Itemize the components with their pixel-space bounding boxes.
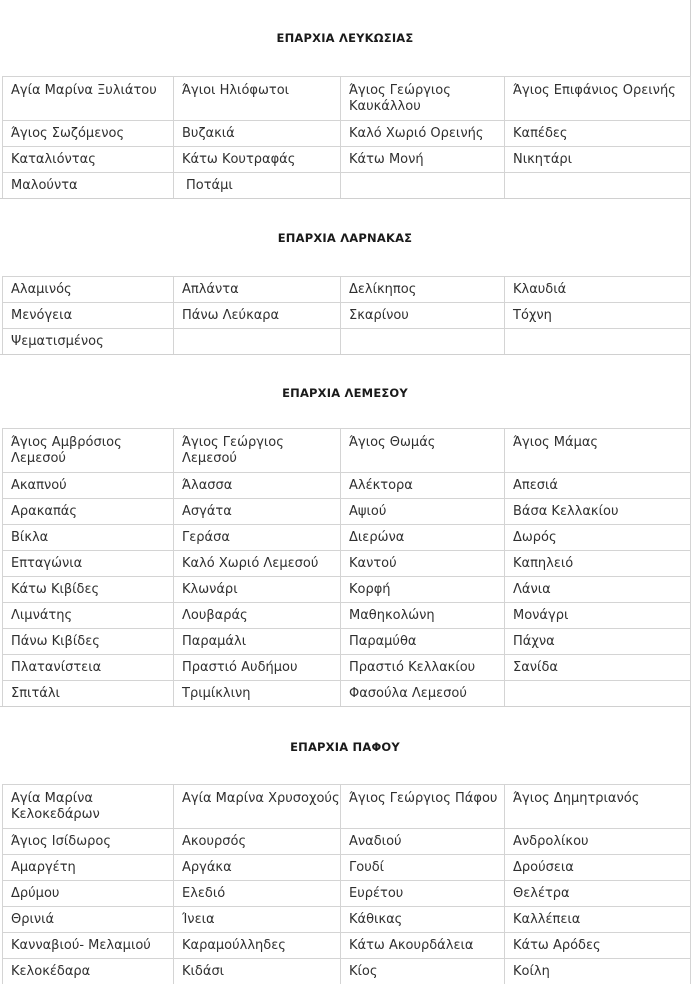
- table-cell: Καντού: [341, 550, 505, 576]
- table-cell: Αγία Μαρίνα Κελοκεδάρων: [2, 784, 174, 828]
- table-cell: Κελοκέδαρα: [2, 958, 174, 984]
- table-cell: Άγιος Αμβρόσιος Λεμεσού: [2, 428, 174, 472]
- table-cell: Θελέτρα: [505, 880, 691, 906]
- table-cell: Αλαμινός: [2, 276, 174, 302]
- table-cell: Άγιος Επιφάνιος Ορεινής: [505, 76, 691, 120]
- table-cell: Άγιος Σωζόμενος: [2, 120, 174, 146]
- table-cell: Μενόγεια: [2, 302, 174, 328]
- table-cell: Γεράσα: [174, 524, 341, 550]
- table-cell: Σπιτάλι: [2, 680, 174, 706]
- table-cell: Δρύμου: [2, 880, 174, 906]
- table-cell: Σκαρίνου: [341, 302, 505, 328]
- table-cell: [341, 172, 505, 198]
- table-cell: Κάτω Κουτραφάς: [174, 146, 341, 172]
- table-cell: Τριμίκλινη: [174, 680, 341, 706]
- table-cell: [505, 172, 691, 198]
- table-cell: Καλό Χωριό Λεμεσού: [174, 550, 341, 576]
- table-cell: Καπέδες: [505, 120, 691, 146]
- table-cell: Επταγώνια: [2, 550, 174, 576]
- table-cell: [505, 328, 691, 354]
- table-cell: Άγιος Μάμας: [505, 428, 691, 472]
- table-cell: Κλωνάρι: [174, 576, 341, 602]
- table-cell: Πραστιό Αυδήμου: [174, 654, 341, 680]
- table-cell: Παραμύθα: [341, 628, 505, 654]
- table-cell: Καπηλειό: [505, 550, 691, 576]
- section-title: ΕΠΑΡΧΙΑ ΛΕΥΚΩΣΙΑΣ: [276, 31, 414, 45]
- table-cell: Κάθικας: [341, 906, 505, 932]
- table-cell: Λουβαράς: [174, 602, 341, 628]
- section-title: ΕΠΑΡΧΙΑ ΛΑΡΝΑΚΑΣ: [277, 230, 413, 245]
- table-cell: Ελεδιό: [174, 880, 341, 906]
- table-cell: Άγιος Θωμάς: [341, 428, 505, 472]
- table-cell: Αγία Μαρίνα Χρυσοχούς: [174, 784, 341, 828]
- section-title: ΕΠΑΡΧΙΑ ΛΕΜΕΣΟΥ: [282, 385, 408, 400]
- table-cell: Ακουρσός: [174, 828, 341, 854]
- villages-table-larnaka: [2, 276, 691, 354]
- table-cell: Κάτω Μονή: [341, 146, 505, 172]
- table-cell: Άγιοι Ηλιόφωτοι: [174, 76, 341, 120]
- table-cell: Κίος: [341, 958, 505, 984]
- table-cell: Ασγάτα: [174, 498, 341, 524]
- table-cell: Κλαυδιά: [505, 276, 691, 302]
- table-cell: Ποτάμι: [174, 172, 341, 198]
- section-heading-larnaka: [0, 198, 691, 276]
- table-cell: [341, 328, 505, 354]
- table-cell: Τόχνη: [505, 302, 691, 328]
- table-cell: Βάσα Κελλακίου: [505, 498, 691, 524]
- table-cell: Αρακαπάς: [2, 498, 174, 524]
- table-cell: Άγιος Ισίδωρος: [2, 828, 174, 854]
- table-cell: Κάτω Ακουρδάλεια: [341, 932, 505, 958]
- table-cell: [174, 328, 341, 354]
- table-cell: Αργάκα: [174, 854, 341, 880]
- table-cell: Γουδί: [341, 854, 505, 880]
- table-cell: Κανναβιού- Μελαμιού: [2, 932, 174, 958]
- table-cell: Άγιος Γεώργιος Πάφου: [341, 784, 505, 828]
- table-cell: Αψιού: [341, 498, 505, 524]
- table-cell: Άγιος Γεώργιος Λεμεσού: [174, 428, 341, 472]
- table-cell: Άγιος Δημητριανός: [505, 784, 691, 828]
- table-cell: Ακαπνού: [2, 472, 174, 498]
- table-cell: Άλασσα: [174, 472, 341, 498]
- table-cell: Βυζακιά: [174, 120, 341, 146]
- table-cell: Μονάγρι: [505, 602, 691, 628]
- table-cell: Πάνω Κιβίδες: [2, 628, 174, 654]
- table-cell: Λιμνάτης: [2, 602, 174, 628]
- table-cell: Μαλούντα: [2, 172, 174, 198]
- table-cell: Λάνια: [505, 576, 691, 602]
- table-cell: [505, 680, 691, 706]
- villages-table-pafos: [2, 784, 691, 984]
- table-cell: Καταλιόντας: [2, 146, 174, 172]
- table-cell: Θρινιά: [2, 906, 174, 932]
- table-cell: Δωρός: [505, 524, 691, 550]
- table-cell: Νικητάρι: [505, 146, 691, 172]
- table-cell: Ψεματισμένος: [2, 328, 174, 354]
- table-cell: Άγιος Γεώργιος Καυκάλλου: [341, 76, 505, 120]
- table-cell: Κορφή: [341, 576, 505, 602]
- table-cell: Ανδρολίκου: [505, 828, 691, 854]
- table-cell: Ευρέτου: [341, 880, 505, 906]
- table-cell: Σανίδα: [505, 654, 691, 680]
- table-cell: Καραμούλληδες: [174, 932, 341, 958]
- table-cell: Φασούλα Λεμεσού: [341, 680, 505, 706]
- section-heading-lemesos: [0, 354, 691, 430]
- table-cell: Καλό Χωριό Ορεινής: [341, 120, 505, 146]
- table-cell: Αλέκτορα: [341, 472, 505, 498]
- table-cell: Ίνεια: [174, 906, 341, 932]
- table-cell: Δελίκηπος: [341, 276, 505, 302]
- table-cell: Πραστιό Κελλακίου: [341, 654, 505, 680]
- table-cell: Απλάντα: [174, 276, 341, 302]
- table-cell: Αναδιού: [341, 828, 505, 854]
- villages-table-lemesos: [2, 428, 691, 706]
- section-heading-lefkosia: [0, 0, 691, 76]
- table-cell: Απεσιά: [505, 472, 691, 498]
- villages-table-lefkosia: [2, 76, 691, 198]
- section-title: ΕΠΑΡΧΙΑ ΠΑΦΟΥ: [290, 739, 400, 754]
- table-cell: Αμαργέτη: [2, 854, 174, 880]
- table-cell: Κάτω Αρόδες: [505, 932, 691, 958]
- table-cell: Πάνω Λεύκαρα: [174, 302, 341, 328]
- table-cell: Κιδάσι: [174, 958, 341, 984]
- table-cell: Κοίλη: [505, 958, 691, 984]
- table-cell: Βίκλα: [2, 524, 174, 550]
- table-cell: Διερώνα: [341, 524, 505, 550]
- table-cell: Κάτω Κιβίδες: [2, 576, 174, 602]
- table-cell: Αγία Μαρίνα Ξυλιάτου: [2, 76, 174, 120]
- section-heading-pafos: [0, 706, 691, 786]
- table-cell: Δρούσεια: [505, 854, 691, 880]
- table-cell: Καλλέπεια: [505, 906, 691, 932]
- table-cell: Πλατανίστεια: [2, 654, 174, 680]
- table-cell: Πάχνα: [505, 628, 691, 654]
- table-cell: Μαθηκολώνη: [341, 602, 505, 628]
- table-cell: Παραμάλι: [174, 628, 341, 654]
